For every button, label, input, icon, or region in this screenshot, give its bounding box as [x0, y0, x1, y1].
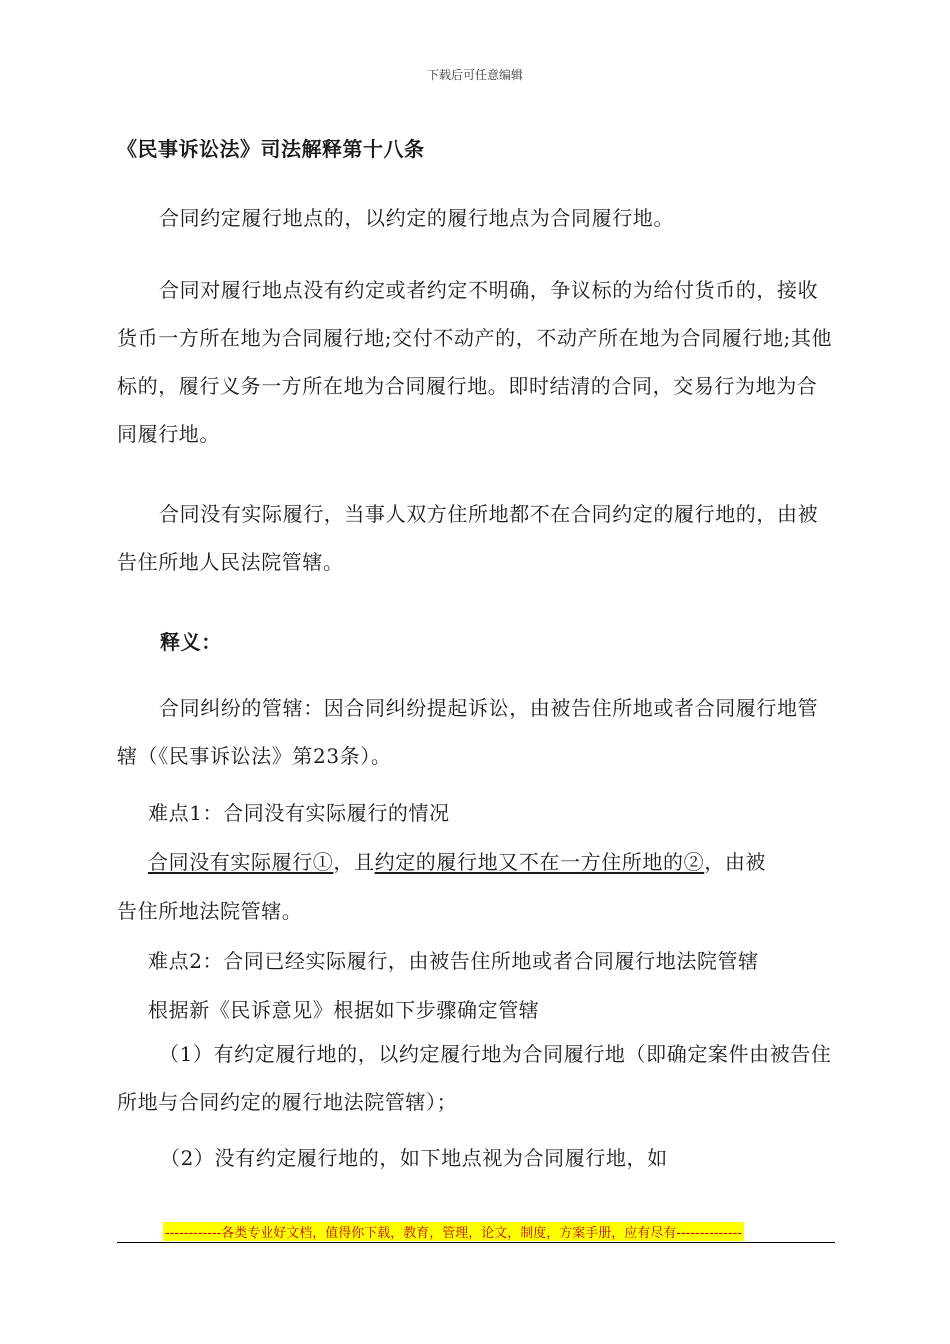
difficulty-2: 难点2：合同已经实际履行，由被告住所地或者合同履行地法院管辖	[148, 949, 759, 973]
page-header: 下载后可任意编辑	[426, 68, 523, 82]
section-heading: 释义：	[160, 630, 222, 654]
trailing-text: ，由被	[704, 850, 767, 874]
paragraph-3: 合同没有实际履行，当事人双方住所地都不在合同约定的履行地的，由被告住所地人民法院管辖。	[117, 502, 819, 574]
difficulty-1-line-2: 告住所地法院管辖。	[117, 899, 303, 923]
step-2: （2）没有约定履行地的，如下地点视为合同履行地，如	[160, 1146, 668, 1170]
footer-divider	[117, 1242, 835, 1243]
paragraph-4: 合同纠纷的管辖：因合同纠纷提起诉讼，由被告住所地或者合同履行地管辖（《民事诉讼法》第23条）。	[117, 696, 819, 768]
paragraph-2: 合同对履行地点没有约定或者约定不明确，争议标的为给付货币的，接收货币一方所在地为合同履行地;交付不动产的，不动产所在地为合同履行地;其他标的，履行义务一方所在地为合同履行地。即时结清的合同，交易行为地为合同履行地。	[117, 278, 833, 446]
difficulty-1-line-1	[148, 846, 766, 875]
connector-text: ，且	[333, 850, 375, 874]
underlined-phrase-1: 合同没有实际履行①	[148, 850, 334, 874]
paragraph-1: 合同约定履行地点的，以约定的履行地点为合同履行地。	[159, 206, 674, 230]
difficulty-1: 难点1：合同没有实际履行的情况	[148, 801, 450, 825]
footer-banner: ------------各类专业好文档，值得你下载，教育，管理，论文，制度，方案手册，应有尽有--------------	[163, 1222, 744, 1241]
step-1: （1）有约定履行地的，以约定履行地为合同履行地（即确定案件由被告住所地与合同约定的履行地法院管辖）；	[117, 1042, 832, 1114]
document-title: 《民事诉讼法》司法解释第十八条	[117, 137, 425, 161]
basis-line: 根据新《民诉意见》根据如下步骤确定管辖	[148, 998, 540, 1022]
underlined-phrase-2: 约定的履行地又不在一方住所地的②	[374, 850, 705, 874]
